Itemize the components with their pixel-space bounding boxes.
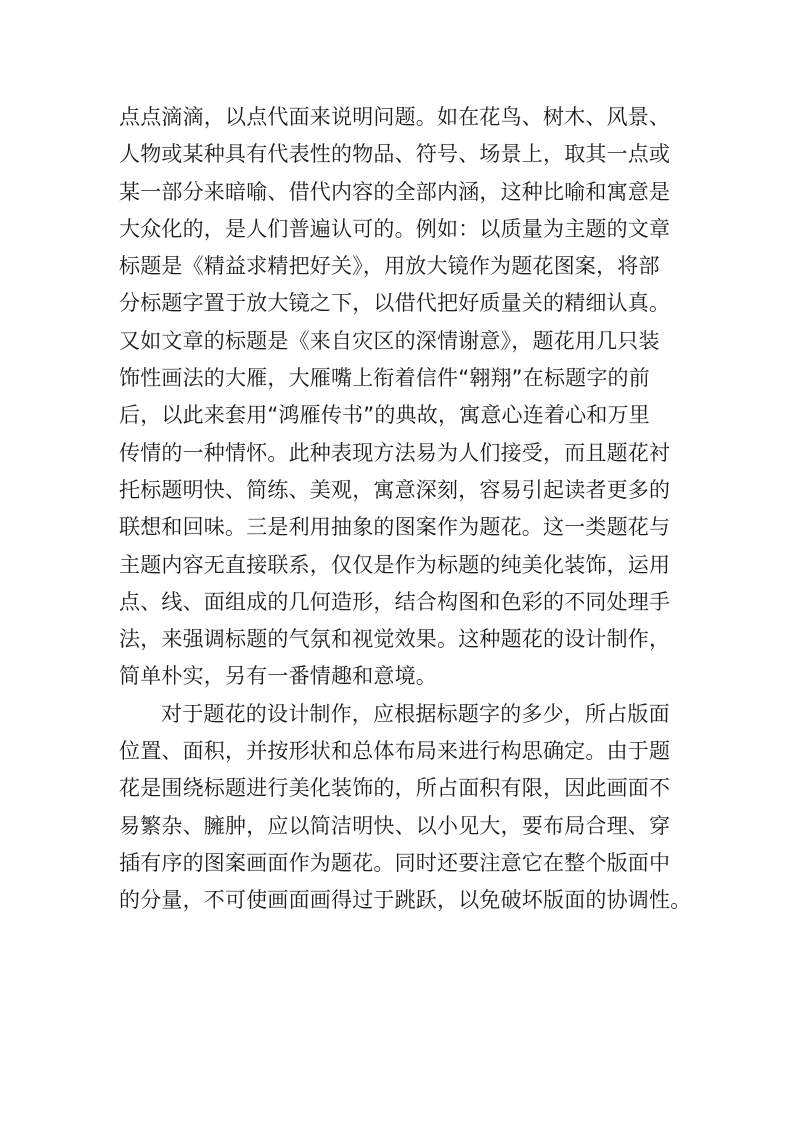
text-line: 分标题字置于放大镜之下，以借代把好质量关的精细认真。 [119, 291, 671, 316]
text-line: 饰性画法的大雁，大雁嘴上衔着信件“翱翔”在标题字的前 [119, 366, 650, 391]
text-line: 插有序的图案画面作为题花。同时还要注意它在整个版面中 [119, 850, 671, 875]
text-line: 的分量，不可使画面画得过于跳跃，以免破坏版面的协调性。 [119, 888, 691, 913]
text-line: 位置、面积，并按形状和总体布局来进行构思确定。由于题 [119, 739, 671, 764]
text-line: 又如文章的标题是《来自灾区的深情谢意》，题花用几只装 [119, 328, 660, 353]
paragraph-start-line: 对于题花的设计制作，应根据标题字的多少，所占版面 [161, 701, 670, 726]
text-line: 后，以此来套用“鸿雁传书”的典故，寓意心连着心和万里 [119, 403, 650, 428]
text-line: 标题是《精益求精把好关》，用放大镜作为题花图案，将部 [119, 254, 660, 279]
text-line: 易繁杂、臃肿，应以简洁明快、以小见大，要布局合理、穿 [119, 813, 671, 838]
text-line: 花是围绕标题进行美化装饰的，所占面积有限，因此画面不 [119, 776, 671, 801]
text-line: 人物或某种具有代表性的物品、符号、场景上，取其一点或 [119, 142, 671, 167]
body-text [119, 99, 691, 920]
text-line: 点、线、面组成的几何造形，结合构图和色彩的不同处理手 [119, 589, 671, 614]
text-line: 联想和回味。三是利用抽象的图案作为题花。这一类题花与 [119, 515, 671, 540]
text-line: 大众化的，是人们普遍认可的。例如：以质量为主题的文章 [119, 216, 671, 241]
text-line: 简单朴实，另有一番情趣和意境。 [119, 664, 437, 689]
text-line: 某一部分来暗喻、借代内容的全部内涵，这种比喻和寓意是 [119, 179, 671, 204]
text-line: 主题内容无直接联系，仅仅是作为标题的纯美化装饰，运用 [119, 552, 671, 577]
text-line: 法，来强调标题的气氛和视觉效果。这种题花的设计制作， [119, 627, 671, 652]
text-line: 托标题明快、简练、美观，寓意深刻，容易引起读者更多的 [119, 477, 671, 502]
text-line: 传情的一种情怀。此种表现方法易为人们接受，而且题花衬 [119, 440, 671, 465]
text-line: 点点滴滴，以点代面来说明问题。如在花鸟、树木、风景、 [119, 105, 671, 129]
